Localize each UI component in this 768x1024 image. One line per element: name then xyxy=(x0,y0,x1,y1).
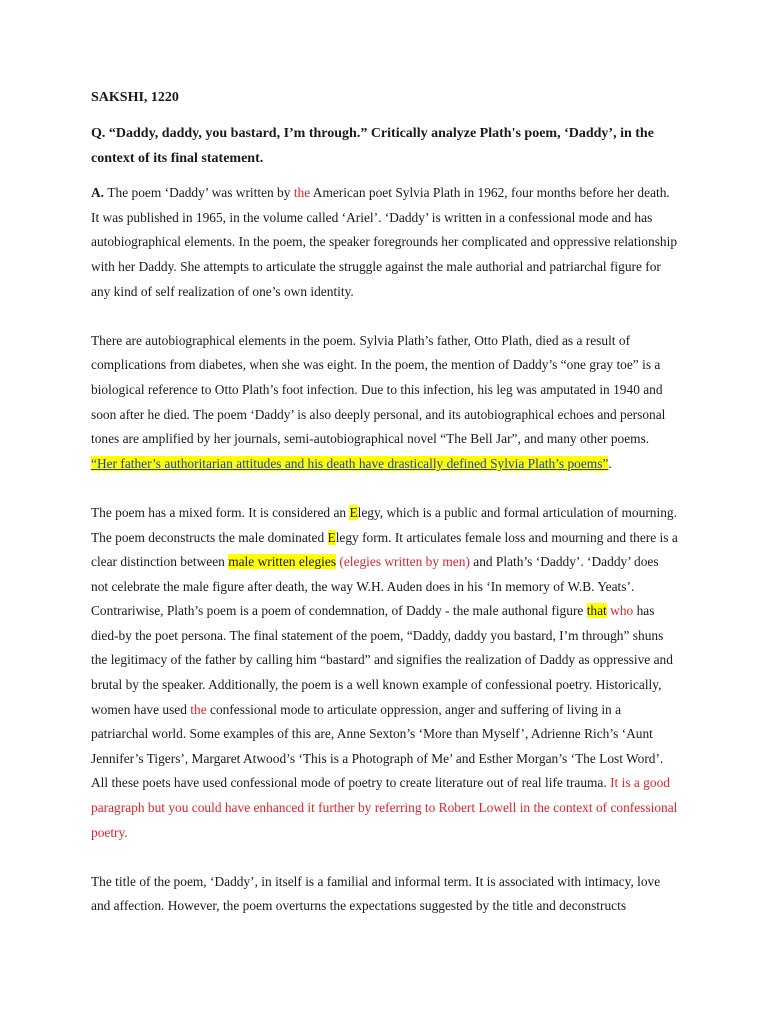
annotation-text: (elegies written by men) xyxy=(339,554,470,570)
paragraph-text: and Plath’s ‘Daddy’. ‘Daddy’ does not celebrate the male figure after death, the way W.H. Auden does in his ‘In memory of W.B. Yeats’. Contrariwise, Plath’s poem is a poem of condemnation, of Daddy - the male authonal figure xyxy=(91,554,659,619)
paragraph-2 xyxy=(91,329,678,477)
paragraph-1 xyxy=(91,181,678,304)
paragraph-text: The poem ‘Daddy’ was written by xyxy=(107,185,294,201)
paragraph-text: American poet Sylvia Plath in 1962, four months before her death. It was published in 1965, in the volume called ‘Ariel’. ‘Daddy’ is written in a confessional mode and has autobiographical elements. In the poem, the speaker foregrounds her complicated and oppressive relationship with her Daddy. She attempts to articulate the struggle against the male authorial and patriarchal figure for any kind of self realization of one’s own identity. xyxy=(91,185,678,299)
paragraph-3 xyxy=(91,501,678,845)
answer-label: A. xyxy=(91,185,108,201)
paragraph-text: has died-by the poet persona. The final statement of the poem, “Daddy, daddy you bastard, I’m through” shuns the legitimacy of the father by calling him “bastard” and signifies the realization of Daddy as oppressive and brutal by the speaker. Additionally, the poem is a well known example of confessional poetry. Historically, women have used xyxy=(91,603,673,717)
highlighted-text: E xyxy=(349,504,358,520)
author-line: SAKSHI, 1220 xyxy=(91,90,179,105)
annotation-text: It is a good paragraph but you could have enhanced it further by referring to Robert Lowell in the context of confessional poetry. xyxy=(91,775,678,840)
annotation-text: the xyxy=(293,185,311,201)
paragraph-text: confessional mode to articulate oppression, anger and suffering of living in a patriarchal world. Some examples of this are, Anne Sexton’s ‘More than Myself’, Adrienne Rich’s ‘Aunt Jennifer’s Tigers’, Margaret Atwood’s ‘This is a Photograph of Me’ and Esther Morgan’s ‘The Lost Word’. All these poets have used confessional mode of poetry to create literature out of real life trauma. xyxy=(91,701,664,791)
paragraph-text: . xyxy=(608,455,612,471)
paragraph-text: The poem has a mixed form. It is considered an xyxy=(91,504,350,520)
highlighted-text: E xyxy=(327,529,336,545)
highlighted-quote: “Her father’s authoritarian attitudes and his death have drastically defined Sylvia Plath’s poems” xyxy=(91,455,609,471)
question-heading: Q. “Daddy, daddy, you bastard, I’m through.” Critically analyze Plath's poem, ‘Daddy’, in the context of its final statement. xyxy=(91,126,654,166)
paragraph-4 xyxy=(91,870,678,919)
annotation-text: the xyxy=(190,701,207,717)
essay-body xyxy=(91,181,678,919)
paragraph-text: legy, which is a public and formal articulation of mourning. The poem deconstructs the male dominated xyxy=(91,504,677,545)
paragraph-text: There are autobiographical elements in the poem. Sylvia Plath’s father, Otto Plath, died as a result of complications from diabetes, when she was eight. In the poem, the mention of Daddy’s “one gray toe” is a biological reference to Otto Plath’s foot infection. Due to this infection, his leg was amputated in 1940 and soon after he died. The poem ‘Daddy’ is also deeply personal, and its autobiographical echoes and personal tones are amplified by her journals, semi-autobiographical novel “The Bell Jar”, and many other poems. xyxy=(91,332,666,447)
paragraph-text: The title of the poem, ‘Daddy’, in itself is a familial and informal term. It is associated with intimacy, love and affection. However, the poem overturns the expectations suggested by the title and deconstructs xyxy=(91,873,661,914)
annotation-text: who xyxy=(610,603,634,619)
highlighted-text: male written elegies xyxy=(228,554,337,570)
paragraph-text: legy form. It articulates female loss and mourning and there is a clear distinction between xyxy=(91,529,678,570)
highlighted-text: that xyxy=(586,603,607,619)
